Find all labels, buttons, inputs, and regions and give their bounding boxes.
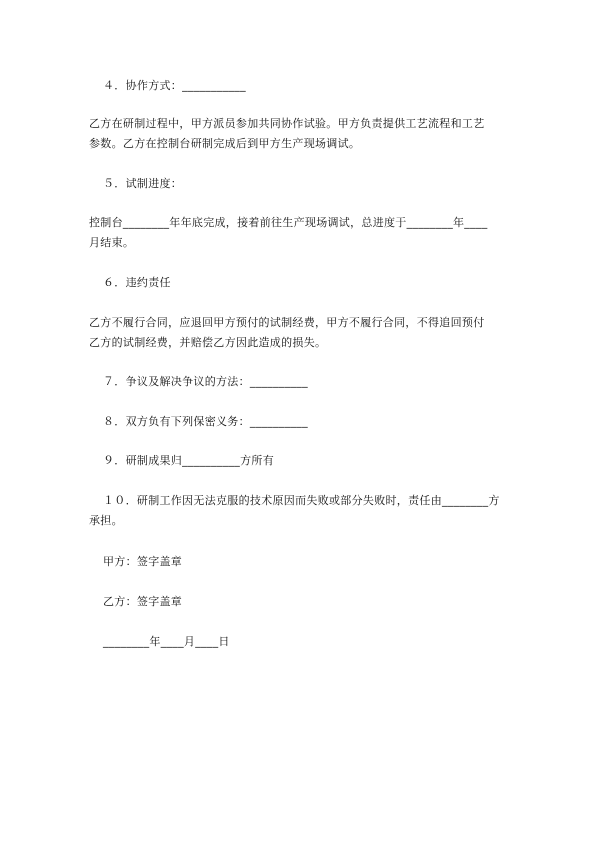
item5-body-line2: 月结束。	[89, 236, 135, 249]
item8-confidentiality: ８．双方负有下列保密义务：__________	[103, 415, 308, 428]
party-b-signature: 乙方：签字盖章	[103, 595, 183, 608]
item10-line2: 承担。	[89, 514, 123, 527]
item6-heading: ６．违约责任	[103, 276, 171, 289]
item4-body-line2: 参数。乙方在控制台研制完成后到甲方生产现场调试。	[89, 137, 361, 150]
item6-body-line1: 乙方不履行合同，应退回甲方预付的试制经费，甲方不履行合同，不得追回预付	[89, 316, 485, 329]
item6-body-line2: 乙方的试制经费，并赔偿乙方因此造成的损失。	[89, 336, 327, 349]
item5-body-line1: 控制台________年年底完成，接着前往生产现场调试，总进度于________年____	[89, 216, 488, 229]
item10-line1: １０．研制工作因无法克服的技术原因而失败或部分失败时，责任由________方	[103, 494, 500, 507]
item9-results-ownership: ９．研制成果归__________方所有	[103, 454, 274, 467]
item4-heading: ４．协作方式：___________	[103, 79, 246, 92]
date-line: ________年____月____日	[103, 635, 230, 648]
item4-body-line1: 乙方在研制过程中，甲方派员参加共同协作试验。甲方负责提供工艺流程和工艺	[89, 117, 485, 130]
party-a-signature: 甲方：签字盖章	[103, 555, 183, 568]
item7-dispute-resolution: ７．争议及解决争议的方法：__________	[103, 375, 308, 388]
item5-heading: ５．试制进度：	[103, 177, 183, 190]
